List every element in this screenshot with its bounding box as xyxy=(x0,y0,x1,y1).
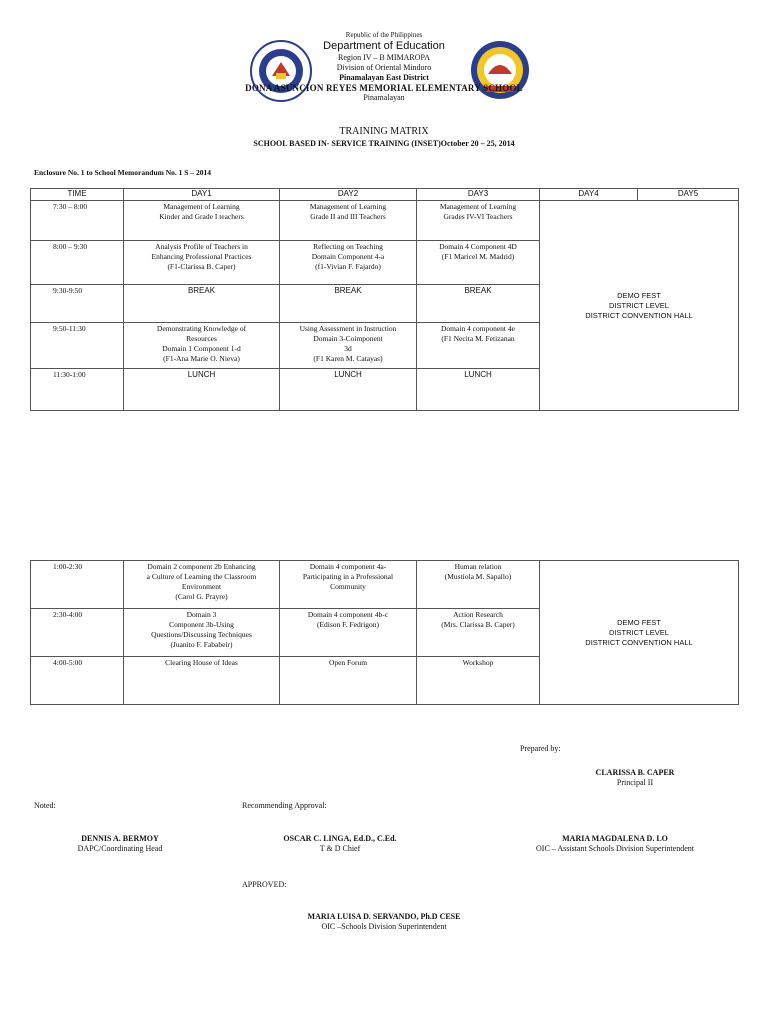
day1-cell xyxy=(124,561,280,609)
approved-title: OIC –Schools Division Superintendent xyxy=(321,922,447,931)
training-matrix-morning xyxy=(30,188,739,411)
recommending-label: Recommending Approval: xyxy=(242,801,327,810)
approved-label: APPROVED: xyxy=(242,880,287,889)
day3-cell-line: BREAK xyxy=(464,286,492,295)
demo-fest-line: DISTRICT LEVEL xyxy=(609,627,669,637)
rec2-name: MARIA MAGDALENA D. LO xyxy=(562,834,668,843)
day2-cell-line: 3d xyxy=(344,344,352,353)
day2-cell xyxy=(280,201,417,241)
day2-cell xyxy=(280,285,417,323)
day2-cell-line: Community xyxy=(330,582,366,591)
day1-cell-line: Enhancing Professional Practices xyxy=(151,252,252,261)
day3-cell xyxy=(417,609,540,657)
day1-cell-line: Domain 2 component 2b Enhancing xyxy=(147,562,256,571)
day2-cell-line: Management of Learning xyxy=(309,202,387,211)
day2-cell-line: Domain 4 component 4b-c xyxy=(307,610,389,619)
district-line: Pinamalayan East District xyxy=(339,73,429,82)
header-day5: DAY5 xyxy=(638,189,739,201)
day1-cell-line: (Carol G. Prayre) xyxy=(175,592,228,601)
header-day4: DAY4 xyxy=(540,189,638,201)
rec1-block xyxy=(250,834,430,854)
rec2-title: OIC – Assistant Schools Division Superintendent xyxy=(536,844,694,853)
rec1-name: OSCAR C. LINGA, Ed.D., C.Ed. xyxy=(283,834,397,843)
day3-cell-line: Action Research xyxy=(453,610,503,619)
day1-cell-line: Clearing House of Ideas xyxy=(165,658,238,667)
day1-cell-line: Domain 3 xyxy=(186,610,217,619)
day1-cell-line: Analysis Profile of Teachers in xyxy=(155,242,248,251)
prepared-block xyxy=(560,768,710,788)
training-matrix-afternoon xyxy=(30,560,739,705)
document-subtitle: SCHOOL BASED IN- SERVICE TRAINING (INSET)October 20 – 25, 2014 xyxy=(253,139,515,148)
day1-cell-line: Domain 1 Component 1-d xyxy=(162,344,241,353)
day1-cell xyxy=(124,323,280,369)
region-line: Region IV – B MIMAROPA xyxy=(337,53,430,62)
day2-cell-line: LUNCH xyxy=(334,370,362,379)
day3-cell xyxy=(417,561,540,609)
day2-cell xyxy=(280,657,417,705)
day2-cell xyxy=(280,561,417,609)
day3-cell xyxy=(417,201,540,241)
day1-cell-line: Demonstrating Knowledge of xyxy=(156,324,247,333)
day1-cell xyxy=(124,609,280,657)
day2-cell-line: BREAK xyxy=(334,286,362,295)
day1-cell xyxy=(124,369,280,411)
demo-fest-line: DISTRICT LEVEL xyxy=(609,300,669,310)
letterhead xyxy=(0,30,768,103)
header-day2: DAY2 xyxy=(280,189,417,201)
day3-cell-line: (Mustiola M. Sapallo) xyxy=(444,572,512,581)
day2-cell xyxy=(280,369,417,411)
day1-cell-line: Component 3b-Using xyxy=(169,620,234,629)
noted-name: DENNIS A. BERMOY xyxy=(81,834,159,843)
day3-cell-line: LUNCH xyxy=(464,370,492,379)
day1-cell-line: Questions/Discussing Techniques xyxy=(151,630,252,639)
day2-cell-line: Domain 3-Coimponent xyxy=(313,334,383,343)
demo-fest-line: DEMO FEST xyxy=(617,617,661,627)
time-cell: 8:00 – 9:30 xyxy=(31,241,124,285)
approved-block xyxy=(234,912,534,932)
town-line: Pinamalayan xyxy=(363,93,405,102)
document-title: TRAINING MATRIX xyxy=(339,126,429,137)
demo-fest-line: DEMO FEST xyxy=(617,290,661,300)
school-name: DONA ASUNCION REYES MEMORIAL ELEMENTARY SCHOOL xyxy=(245,83,523,93)
demo-fest-cell xyxy=(540,201,739,411)
prepared-label: Prepared by: xyxy=(520,744,561,753)
demo-fest-line: DISTRICT CONVENTION HALL xyxy=(585,637,693,647)
day3-cell-line: Human relation xyxy=(454,562,502,571)
day1-cell-line: (F1-Clarissa B. Caper) xyxy=(167,262,236,271)
day3-cell xyxy=(417,241,540,285)
noted-label: Noted: xyxy=(34,801,56,810)
day1-cell xyxy=(124,241,280,285)
demo-fest-line: DISTRICT CONVENTION HALL xyxy=(585,310,693,320)
prepared-name: CLARISSA B. CAPER xyxy=(595,768,675,777)
header-time: TIME xyxy=(31,189,124,201)
rec1-title: T & D Chief xyxy=(319,844,361,853)
time-cell: 1:00-2:30 xyxy=(31,561,124,609)
division-line: Division of Oriental Mindoro xyxy=(336,63,432,72)
day2-cell-line: (Edison F. Fedrigon) xyxy=(316,620,380,629)
day3-cell-line: (F1 Maricel M. Madrid) xyxy=(441,252,515,261)
day2-cell-line: Using Assessment in Instruction xyxy=(299,324,397,333)
day1-cell xyxy=(124,285,280,323)
day2-cell xyxy=(280,323,417,369)
day1-cell xyxy=(124,201,280,241)
noted-block xyxy=(40,834,200,854)
day2-cell-line: Domain 4 component 4a- xyxy=(309,562,387,571)
approved-name: MARIA LUISA D. SERVANDO, Ph.D CESE xyxy=(307,912,461,921)
day3-cell xyxy=(417,657,540,705)
day1-cell-line: LUNCH xyxy=(187,370,216,379)
department-name: Department of Education xyxy=(323,40,445,52)
day1-cell-line: (Juanito F. Fababeir) xyxy=(170,640,233,649)
day3-cell-line: (F1 Necita M. Fetizanan xyxy=(441,334,515,343)
day3-cell-line: Domain 4 Component 4D xyxy=(439,242,517,251)
enclosure-note: Enclosure No. 1 to School Memorandum No. 1 S – 2014 xyxy=(34,168,211,177)
day3-cell xyxy=(417,369,540,411)
time-cell: 4:00-5:00 xyxy=(31,657,124,705)
day3-cell-line: (Mrs. Clarissa B. Caper) xyxy=(441,620,515,629)
time-cell: 11:30-1:00 xyxy=(31,369,124,411)
day1-cell-line: Environment xyxy=(181,582,222,591)
day2-cell-line: (f1-Vivian F. Fajardo) xyxy=(315,262,381,271)
day1-cell-line: Resources xyxy=(186,334,217,343)
day3-cell-line: Workshop xyxy=(462,658,494,667)
day2-cell-line: Reflecting on Teaching xyxy=(313,242,383,251)
day1-cell-line: Kinder and Grade I teachers xyxy=(159,212,244,221)
time-cell: 2:30-4:00 xyxy=(31,609,124,657)
time-cell: 9:50-11:30 xyxy=(31,323,124,369)
prepared-title: Principal II xyxy=(616,778,654,787)
header-day3: DAY3 xyxy=(417,189,540,201)
day2-cell xyxy=(280,241,417,285)
day3-cell-line: Grades IV-VI Teachers xyxy=(443,212,513,221)
demo-fest-cell xyxy=(540,561,739,705)
day2-cell-line: Grade II and III Teachers xyxy=(310,212,386,221)
day2-cell xyxy=(280,609,417,657)
day2-cell-line: Participating in a Professional xyxy=(302,572,394,581)
table-row xyxy=(31,201,739,241)
table-header-row xyxy=(31,189,739,201)
day2-cell-line: Open Forum xyxy=(328,658,368,667)
day1-cell-line: BREAK xyxy=(187,286,216,295)
day1-cell-line: a Culture of Learning the Classroom xyxy=(146,572,257,581)
day2-cell-line: (F1 Karen M. Catayas) xyxy=(313,354,383,363)
day3-cell-line: Domain 4 component 4e xyxy=(441,324,515,333)
noted-title: DAPC/Coordinating Head xyxy=(77,844,163,853)
time-cell: 9:30-9:50 xyxy=(31,285,124,323)
rec2-block xyxy=(480,834,750,854)
day1-cell-line: Management of Learning xyxy=(163,202,240,211)
header-day1: DAY1 xyxy=(124,189,280,201)
day3-cell xyxy=(417,285,540,323)
time-cell: 7:30 – 8:00 xyxy=(31,201,124,241)
republic-line: Republic of the Philippines xyxy=(345,31,423,39)
day1-cell-line: (F1-Ana Marie O. Nieva) xyxy=(163,354,240,363)
day3-cell xyxy=(417,323,540,369)
day1-cell xyxy=(124,657,280,705)
day2-cell-line: Domain Component 4-a xyxy=(311,252,385,261)
table-row xyxy=(31,561,739,609)
day3-cell-line: Management of Learning xyxy=(439,202,517,211)
